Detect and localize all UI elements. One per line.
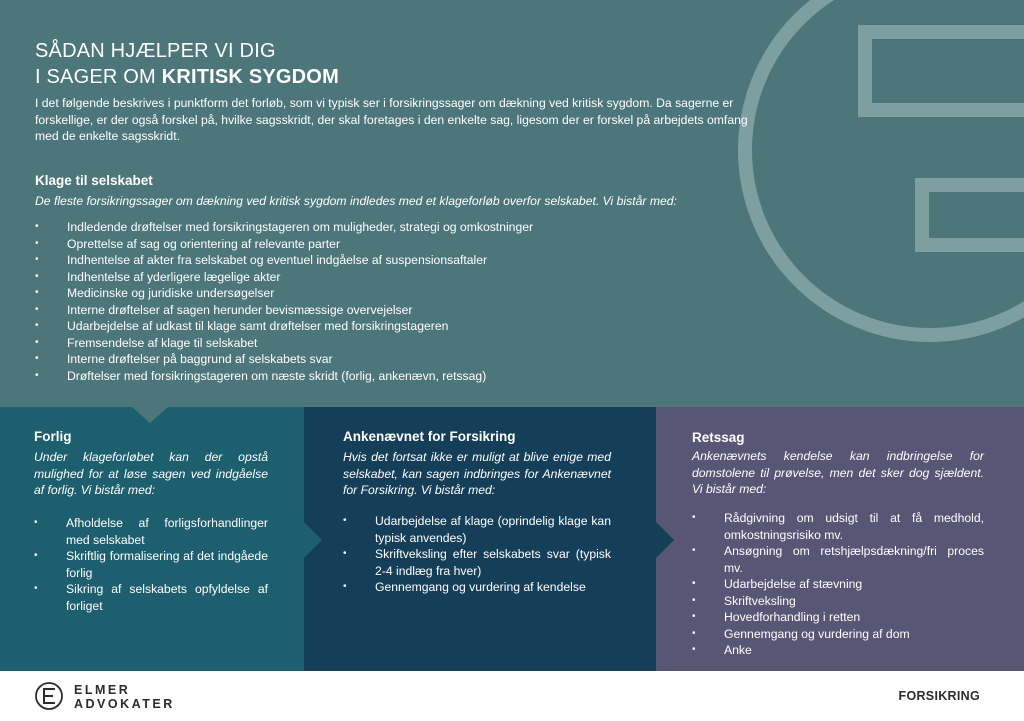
- retssag-heading: Retssag: [692, 430, 745, 445]
- title-line-1: SÅDAN HJÆLPER VI DIG: [35, 40, 276, 62]
- ankenaevn-list: [343, 513, 611, 596]
- list-item: • Udarbejdelse af klage (oprindelig klage kan typisk anvendes): [343, 513, 611, 546]
- list-item: • Udarbejdelse af stævning: [692, 576, 984, 593]
- footer: [0, 671, 1024, 721]
- retssag-text: Ankenævnets kendelse kan indbringelse for domstolene til prøvelse, men det sker dog sjældent. Vi bistår med:: [692, 449, 984, 496]
- ankenaevn-text: Hvis det fortsat ikke er muligt at blive enige med selskabet, kan sagen indbringes for Ankenævnet for Forsikring. Vi bistår med:: [343, 450, 611, 497]
- forlig-heading: Forlig: [34, 429, 72, 444]
- logo-line-1: ELMER: [74, 683, 131, 697]
- forlig-column: [0, 407, 304, 671]
- title-line-2: [35, 64, 339, 90]
- flow-chevron-arrow: [656, 522, 674, 558]
- retssag-list: [692, 510, 984, 659]
- klage-subtitle: De fleste forsikringssager om dækning ved kritisk sygdom indledes med et klageforløb overfor selskabet. Vi bistår med:: [35, 194, 677, 208]
- logo-line-2: ADVOKATER: [74, 697, 175, 711]
- list-item: • Medicinske og juridiske undersøgelser: [35, 285, 533, 302]
- ankenaevn-column: [304, 407, 656, 671]
- list-item: • Fremsendelse af klage til selskabet: [35, 335, 533, 352]
- list-item: • Indhentelse af yderligere lægelige akter: [35, 269, 533, 286]
- list-item: • Skriftlig formalisering af det indgåede forlig: [34, 548, 268, 581]
- list-item: • Interne drøftelser på baggrund af selskabets svar: [35, 351, 533, 368]
- list-item: • Sikring af selskabets opfyldelse af forliget: [34, 581, 268, 614]
- list-item: • Interne drøftelser af sagen herunder bevismæssige overvejelser: [35, 302, 533, 319]
- list-item: • Indledende drøftelser med forsikringstageren om muligheder, strategi og omkostninger: [35, 219, 533, 236]
- title-line-2-bold: KRITISK SYGDOM: [161, 66, 339, 88]
- forlig-text: Under klageforløbet kan der opstå mulighed for at løse sagen ved indgåelse af forlig. Vi bistår med:: [34, 450, 268, 497]
- intro-paragraph: I det følgende beskrives i punktform det forløb, som vi typisk ser i forsikringssager om dækning ved kritisk sygdom. Da sagerne er forskellige, er der også forskel på, hvilke sagsskridt, der skal foretages i den enkelte sag, ligesom der er forskel på arbejdets omfang med de enkelte sagsskridt.: [35, 96, 748, 143]
- list-item: • Ansøgning om retshjælpsdækning/fri proces mv.: [692, 543, 984, 576]
- list-item: • Rådgivning om udsigt til at få medhold, omkostningsrisiko mv.: [692, 510, 984, 543]
- section-pointer-arrow: [132, 407, 168, 423]
- klage-heading: Klage til selskabet: [35, 173, 153, 188]
- list-item: • Afholdelse af forligsforhandlinger med selskabet: [34, 515, 268, 548]
- list-item: • Anke: [692, 642, 984, 659]
- forlig-list: [34, 515, 268, 614]
- list-item: • Drøftelser med forsikringstageren om næste skridt (forlig, ankenævn, retssag): [35, 368, 533, 385]
- list-item: • Skriftveksling efter selskabets svar (typisk 2-4 indlæg fra hver): [343, 546, 611, 579]
- list-item: • Indhentelse af akter fra selskabet og eventuel indgåelse af suspensionsaftaler: [35, 252, 533, 269]
- ankenaevn-heading: Ankenævnet for Forsikring: [343, 429, 516, 444]
- flow-chevron-arrow: [304, 522, 322, 558]
- list-item: • Hovedforhandling i retten: [692, 609, 984, 626]
- klage-list: [35, 219, 533, 384]
- list-item: • Udarbejdelse af udkast til klage samt drøftelser med forsikringstageren: [35, 318, 533, 335]
- list-item: • Skriftveksling: [692, 593, 984, 610]
- list-item: • Gennemgang og vurdering af kendelse: [343, 579, 611, 596]
- elmer-logo-icon: [34, 681, 64, 711]
- title-line-2-prefix: I SAGER OM: [35, 66, 162, 88]
- retssag-column: [656, 407, 1024, 671]
- logo-text: [74, 683, 175, 711]
- list-item: • Oprettelse af sag og orientering af relevante parter: [35, 236, 533, 253]
- list-item: • Gennemgang og vurdering af dom: [692, 626, 984, 643]
- page-title: [35, 38, 339, 90]
- footer-tag: FORSIKRING: [898, 689, 980, 703]
